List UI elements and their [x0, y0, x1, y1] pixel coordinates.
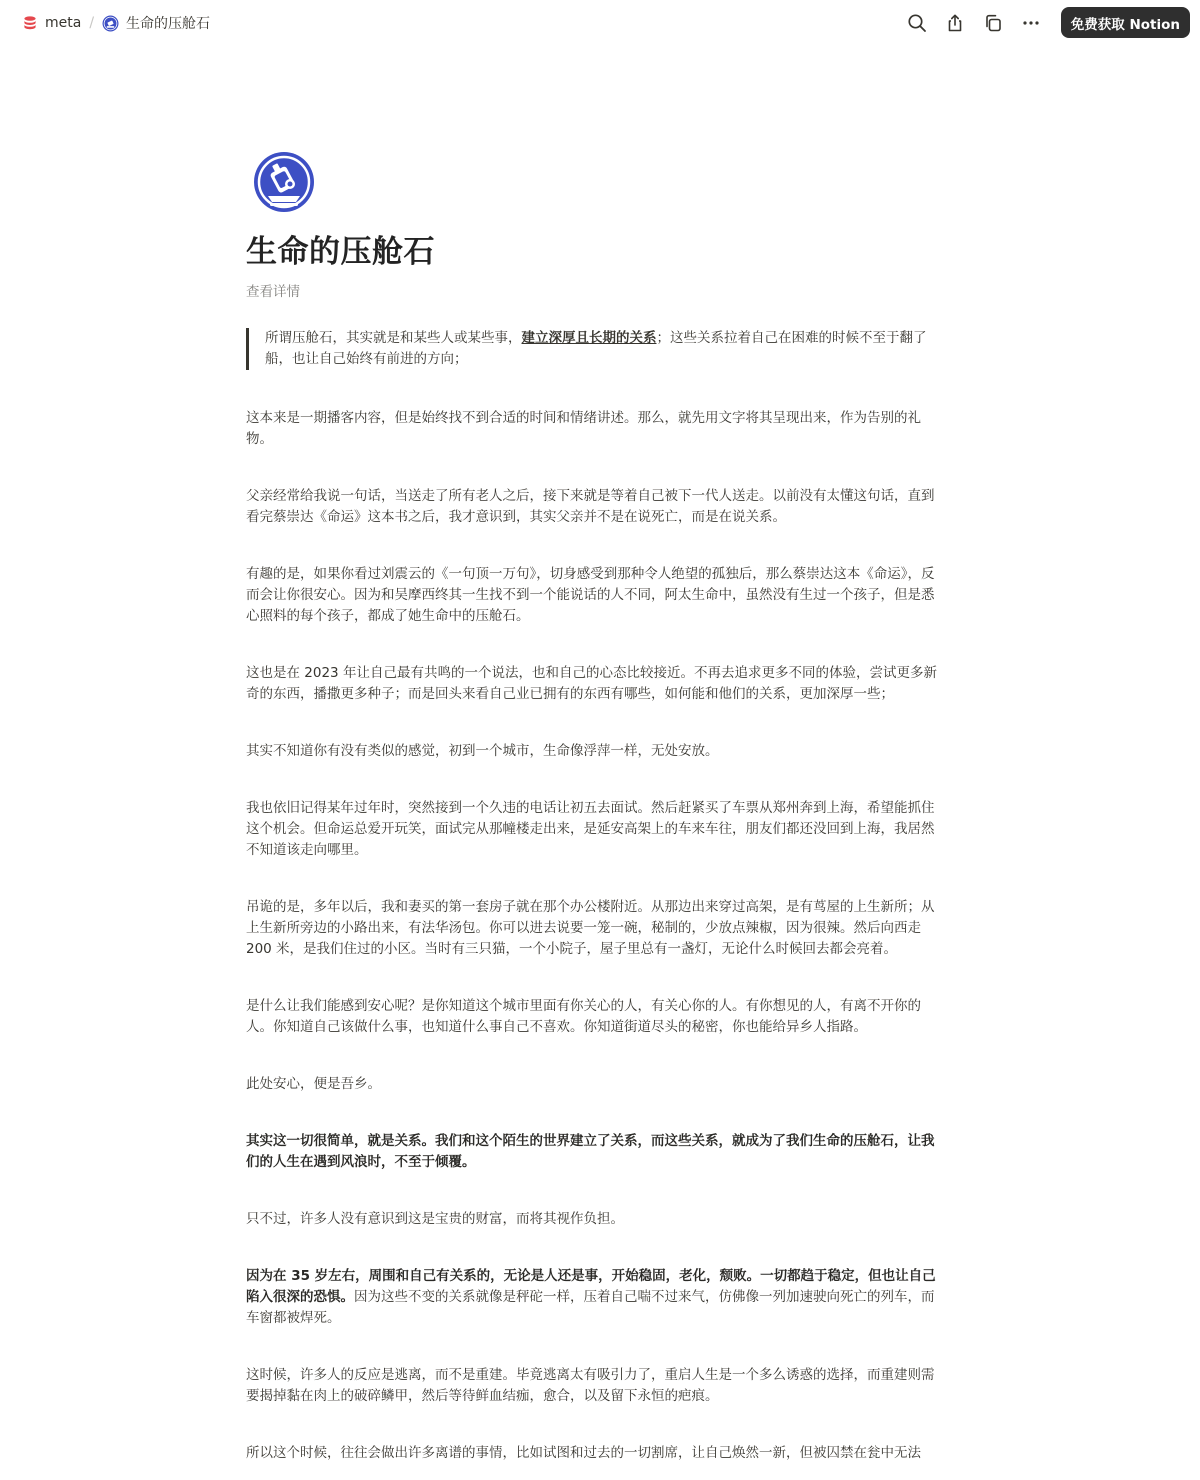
quote-text-before: 所谓压舱石，其实就是和某些人或某些事，: [265, 330, 522, 346]
database-icon: [22, 15, 38, 31]
paragraph: [246, 663, 946, 705]
telescope-icon: [252, 150, 316, 214]
paragraph: [246, 1266, 946, 1329]
share-button[interactable]: [939, 8, 971, 38]
duplicate-button[interactable]: [977, 8, 1009, 38]
paragraph-text: 有趣的是，如果你看过刘震云的《一句顶一万句》，切身感受到那种令人绝望的孤独后，那么蔡崇达这本《命运》，反而会让你很安心。因为和吴摩西终其一生找不到一个能说话的人不同，阿太生命中，虽然没有生过一个孩子，但是悉心照料的每个孩子，都成了她生命中的压舱石。: [246, 566, 935, 624]
paragraph-text: 这也是在 2023 年让自己最有共鸣的一个说法，也和自己的心态比较接近。不再去追求更多不同的体验，尝试更多新奇的东西，播撒更多种子；而是回头来看自己业已拥有的东西有哪些，如何能和他们的关系，更加深厚一些；: [246, 665, 937, 702]
paragraph-text: 是什么让我们能感到安心呢？是你知道这个城市里面有你关心的人，有关心你的人。有你想见的人，有离不开你的人。你知道自己该做什么事，也知道什么事自己不喜欢。你知道街道尽头的秘密，你也能给异乡人指路。: [246, 998, 921, 1035]
paragraph: [246, 564, 946, 627]
more-button[interactable]: [1015, 8, 1047, 38]
paragraph-text: 此处安心，便是吾乡。: [246, 1076, 381, 1092]
get-notion-button[interactable]: 免费获取 Notion: [1061, 7, 1190, 38]
paragraph-bold-text: 其实这一切很简单，就是关系。我们和这个陌生的世界建立了关系，而这些关系，就成为了我们生命的压舱石，让我们的人生在遇到风浪时，不至于倾覆。: [246, 1133, 935, 1170]
quote-text-after: ；这些关系拉着自己在困难的时候不至于翻了船，也让自己始终有前进的方向；: [265, 330, 927, 367]
paragraph-text: 父亲经常给我说一句话，当送走了所有老人之后，接下来就是等着自己被下一代人送走。以前没有太懂这句话，直到看完蔡崇达《命运》这本书之后，我才意识到，其实父亲并不是在说死亡，而是在说关系。: [246, 488, 935, 525]
duplicate-icon: [983, 13, 1003, 33]
top-bar: [0, 0, 1200, 44]
paragraph-text: 所以这个时候，往往会做出许多离谱的事情，比如试图和过去的一切割席，让自己焕然一新，但被囚禁在瓮中无法: [246, 1445, 921, 1461]
paragraph-text: 这时候，许多人的反应是逃离，而不是重建。毕竟逃离太有吸引力了，重启人生是一个多么诱惑的选择，而重建则需要揭掉黏在肉上的破碎鳞甲，然后等待鲜血结痂，愈合，以及留下永恒的疤痕。: [246, 1367, 935, 1404]
page-content: [246, 150, 946, 1464]
paragraph: [246, 741, 946, 762]
more-icon: [1021, 13, 1041, 33]
paragraph-bold-text: 因为在 35 岁左右，周围和自己有关系的，无论是人还是事，开始稳固，老化，颓败。一切都趋于稳定，但也让自己陷入很深的恐惧。: [246, 1268, 936, 1305]
article-body: [246, 408, 946, 1464]
breadcrumb-workspace-label: meta: [45, 15, 82, 31]
quote-block: [246, 328, 946, 370]
top-actions: [901, 7, 1190, 38]
page-title: 生命的压舱石: [246, 234, 435, 270]
paragraph-text: 只不过，许多人没有意识到这是宝贵的财富，而将其视作负担。: [246, 1211, 624, 1227]
paragraph: [246, 486, 946, 528]
paragraph: [246, 408, 946, 450]
paragraph: [246, 1131, 946, 1173]
paragraph-text: 我也依旧记得某年过年时，突然接到一个久违的电话让初五去面试。然后赶紧买了车票从郑州奔到上海，希望能抓住这个机会。但命运总爱开玩笑，面试完从那幢楼走出来，是延安高架上的车来车往，朋友们都还没回到上海，我居然不知道该走向哪里。: [246, 800, 935, 858]
paragraph: [246, 1365, 946, 1407]
breadcrumb-page[interactable]: [98, 12, 214, 34]
paragraph-text: 吊诡的是，多年以后，我和妻买的第一套房子就在那个办公楼附近。从那边出来穿过高架，是有茑屋的上生新所；从上生新所旁边的小路出来，有法华汤包。你可以进去说要一笼一碗，秘制的，少放点辣椒，因为很辣。然后向西走 200 米，是我们住过的小区。当时有三只猫，一个小院子，屋子里总有一盏灯，无论什么时候回去都会亮着。: [246, 899, 935, 957]
paragraph: [246, 1209, 946, 1230]
paragraph-text: 这本来是一期播客内容，但是始终找不到合适的时间和情绪讲述。那么，就先用文字将其呈现出来，作为告别的礼物。: [246, 410, 921, 447]
search-button[interactable]: [901, 8, 933, 38]
paragraph: [246, 798, 946, 861]
breadcrumb: [18, 12, 214, 34]
search-icon: [907, 13, 927, 33]
paragraph: [246, 1074, 946, 1095]
paragraph: [246, 996, 946, 1038]
share-icon: [945, 13, 965, 33]
breadcrumb-workspace[interactable]: [18, 12, 85, 34]
breadcrumb-page-label: 生命的压舱石: [126, 16, 211, 32]
breadcrumb-separator: /: [89, 15, 95, 31]
quote-emphasis: 建立深厚且长期的关系: [521, 330, 657, 346]
paragraph-text: 因为这些不变的关系就像是秤砣一样，压着自己喘不过来气，仿佛像一列加速驶向死亡的列车，而车窗都被焊死。: [246, 1289, 935, 1326]
paragraph: [246, 897, 946, 960]
telescope-icon: [102, 15, 119, 32]
paragraph: [246, 1443, 946, 1464]
paragraph-text: 其实不知道你有没有类似的感觉，初到一个城市，生命像浮萍一样，无处安放。: [246, 743, 719, 759]
view-details-link[interactable]: 查看详情: [246, 284, 300, 300]
